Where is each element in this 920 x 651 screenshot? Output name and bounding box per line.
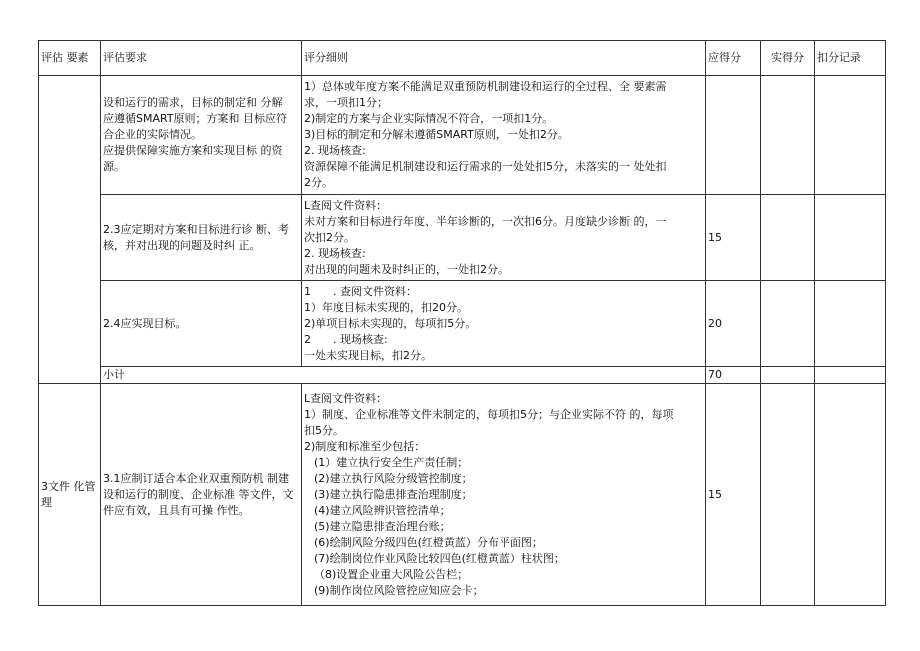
detail-line: (1）建立执行安全生产责任制；	[314, 455, 469, 469]
table-row	[39, 384, 886, 606]
detail-line: (5)建立隐患排查治理台账；	[314, 519, 451, 533]
due-score-cell	[706, 76, 761, 195]
detail-line: （8)设置企业重大风险公告栏；	[314, 567, 469, 581]
deduction-cell	[815, 76, 886, 195]
table-row	[39, 281, 886, 367]
detail-line: (2)建立执行风险分级管控制度；	[314, 471, 473, 485]
detail-line: 未对方案和目标进行年度、半年诊断的，一次扣6分。月度缺少诊断 的，一	[304, 214, 667, 228]
detail-line: 1）制度、企业标准等文件未制定的，每项扣5分；与企业实际不符 的，每项	[304, 407, 674, 421]
detail-line: (9)制作岗位风险管控应知应会卡；	[314, 583, 484, 597]
detail-line: 1）年度目标未实现的，扣20分。	[304, 300, 468, 314]
due-score-value: 70	[706, 367, 761, 384]
actual-score-cell	[761, 384, 815, 606]
detail-cell	[302, 384, 706, 606]
actual-score-cell	[761, 195, 815, 281]
requirement-cell	[101, 76, 302, 195]
deduction-cell	[815, 367, 886, 384]
detail-line: 3)目标的制定和分解未遵循SMART原则，一处扣2分。	[304, 128, 569, 141]
detail-line: 2. 现场核查:	[304, 246, 366, 260]
deduction-cell	[815, 281, 886, 367]
requirement-line: 应遵循SMART原则；方案和 目标应符	[103, 112, 288, 125]
detail-line: 2)制定的方案与企业实际情况不符合，一项扣1分。	[304, 112, 554, 125]
detail-line: 资源保障不能满足机制建设和运行需求的一处处扣5分，未落实的一 处处扣	[304, 160, 667, 173]
header-row	[39, 41, 886, 76]
detail-line: 对出现的问题未及时纠正的，一处扣2分。	[304, 262, 509, 276]
requirement-cell: 2.4应实现目标。	[101, 281, 302, 367]
detail-cell	[302, 195, 706, 281]
header-deduction-record: 扣分记录	[815, 41, 886, 76]
detail-line: (4)建立风险辨识管控清单；	[314, 503, 451, 517]
header-actual-score: 实得分	[761, 41, 815, 76]
detail-cell	[302, 281, 706, 367]
due-score-value: 20	[706, 281, 761, 367]
element-cell: 3文件 化管理	[39, 384, 101, 606]
detail-line: 求，一项扣1分；	[304, 96, 388, 109]
actual-score-cell	[761, 281, 815, 367]
requirement-line: 设和运行的需求，目标的制定和 分解	[103, 96, 283, 109]
detail-line: 2. 现场核查:	[304, 144, 366, 157]
detail-line: 2分。	[304, 176, 333, 189]
detail-line: (3)建立执行隐患排查治理制度；	[314, 487, 473, 501]
subtotal-label: 小计	[101, 367, 706, 384]
detail-line: 2)单项目标未实现的，每项扣5分。	[304, 316, 477, 330]
element-cell-empty	[39, 76, 101, 384]
detail-line: 扣5分。	[304, 423, 344, 437]
detail-line: 2)制度和标准至少包括：	[304, 439, 426, 453]
requirement-line: 合企业的实际情况。	[103, 128, 202, 141]
requirement-line: 应提供保障实施方案和实现目标 的资	[103, 144, 283, 157]
detail-line: L查阅文件资料：	[304, 391, 388, 405]
actual-score-cell	[761, 367, 815, 384]
actual-score-cell	[761, 76, 815, 195]
deduction-cell	[815, 195, 886, 281]
requirement-cell: 2.3应定期对方案和目标进行诊 断、考核，并对出现的问题及时纠 正。	[101, 195, 302, 281]
detail-line: 2 . 现场核查:	[304, 332, 388, 346]
table-row	[39, 195, 886, 281]
due-score-value: 15	[706, 384, 761, 606]
deduction-cell	[815, 384, 886, 606]
evaluation-table	[38, 40, 886, 606]
detail-line: (7)绘制岗位作业风险比较四色(红橙黄蓝）柱状图；	[314, 551, 565, 565]
header-requirement: 评估要求	[101, 41, 302, 76]
detail-line: 一处未实现目标，扣2分。	[304, 348, 432, 362]
detail-line: 次扣2分。	[304, 230, 355, 244]
table-row	[39, 76, 886, 195]
header-due-score: 应得分	[706, 41, 761, 76]
detail-line: L查阅文件资料：	[304, 198, 388, 212]
detail-cell	[302, 76, 706, 195]
header-element: 评估 要素	[39, 41, 101, 76]
due-score-value: 15	[706, 195, 761, 281]
subtotal-row	[39, 367, 886, 384]
detail-line: (6)绘制风险分级四色(红橙黄蓝）分布平面图；	[314, 535, 543, 549]
detail-line: 1）总体或年度方案不能满足双重预防机制建设和运行的全过程、全 要素需	[304, 80, 667, 93]
requirement-line: 源。	[103, 160, 125, 173]
requirement-cell: 3.1应制订适合本企业双重预防机 制建设和运行的制度、企业标准 等文件，文件应有效，且具有可操 作性。	[101, 384, 302, 606]
detail-line: 1 . 查阅文件资料：	[304, 284, 417, 298]
header-detail: 评分细则	[302, 41, 706, 76]
